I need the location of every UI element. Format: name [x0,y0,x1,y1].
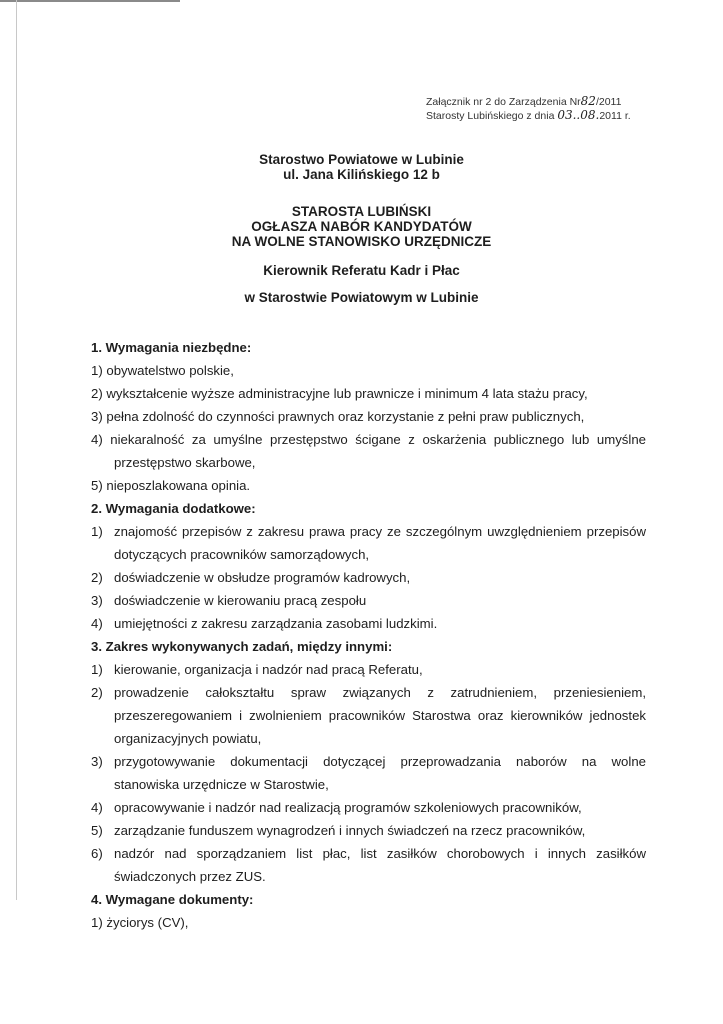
handwritten-date: 03..08. [557,108,600,122]
list-item-number [91,865,114,888]
list-item-number: 3) [91,754,103,769]
annex-line-1-text: Załącznik nr 2 do Zarządzenia Nr [426,96,581,108]
list-item-number: 4) [91,800,103,815]
document-body [91,336,646,934]
scan-edge-left [16,0,17,900]
list-item-text: stanowiska urzędnicze w Starostwie, [114,777,329,792]
list-item-number: 1) [91,524,103,539]
list-item-number: 3) [91,593,103,608]
list-item: 3) pełna zdolność do czynności prawnych oraz korzystanie z pełni praw publicznych, [91,409,585,424]
list-item [91,819,646,842]
list-item-number [91,543,114,566]
annex-line-1-year: /2011 [595,96,622,108]
list-item-continuation [91,704,646,727]
list-item [91,658,646,681]
list-item-text: nadzór nad sporządzaniem list płac, list zasiłków chorobowych i innych zasiłków [114,846,646,861]
list-item [91,750,646,773]
office-address: ul. Jana Kilińskiego 12 b [283,167,440,182]
list-item: 1) życiorys (CV), [91,915,189,930]
list-item: 1) obywatelstwo polskie, [91,363,234,378]
list-item-number: 2) [91,570,103,585]
list-item-number [91,773,114,796]
list-item-text: kierowanie, organizacja i nadzór nad pracą Referatu, [114,662,423,677]
annex-line-2-text: Starosty Lubińskiego z dnia [426,110,555,122]
list-item-continuation [91,865,646,888]
list-item [91,428,646,451]
position-title: Kierownik Referatu Kadr i Płac [263,263,460,278]
scan-edge-top [0,0,180,7]
list-item [91,566,646,589]
section-3-heading: 3. Zakres wykonywanych zadań, między innymi: [91,639,393,654]
list-item-text: prowadzenie całokształtu spraw związanych z zatrudnieniem, przeniesieniem, [114,685,646,700]
office-name: Starostwo Powiatowe w Lubinie [259,152,464,167]
section-1-heading: 1. Wymagania niezbędne: [91,340,252,355]
list-item-number: 4) [91,616,103,631]
list-item-text: doświadczenie w obsłudze programów kadrowych, [114,570,411,585]
list-item [91,612,646,635]
annex-line-2 [426,109,631,123]
list-item-number: 6) [91,846,103,861]
section-4-heading: 4. Wymagane dokumenty: [91,892,254,907]
list-item [91,842,646,865]
list-item-text: organizacyjnych powiatu, [114,731,262,746]
title-line-3: NA WOLNE STANOWISKO URZĘDNICZE [231,234,492,249]
list-item-text: znajomość przepisów z zakresu prawa pracy ze szczególnym uwzględnieniem przepisów [114,524,646,539]
list-item-text: przeszeregowaniem i zwolnieniem pracowników Starostwa oraz kierowników jednostek [114,708,646,723]
list-item-number [91,704,114,727]
list-item-continuation [91,773,646,796]
list-item [91,589,646,612]
list-item-continuation [91,543,646,566]
list-item-text: świadczonych przez ZUS. [114,869,266,884]
list-item-text: przygotowywanie dokumentacji dotyczącej przeprowadzania naborów na wolne [114,754,646,769]
list-item-text: doświadczenie w kierowaniu pracą zespołu [114,593,367,608]
annex-line-2-year: 2011 r. [599,110,631,122]
list-item [91,796,646,819]
list-item-number: 2) [91,685,103,700]
section-2-heading: 2. Wymagania dodatkowe: [91,501,256,516]
announcement-title [0,204,723,249]
list-item [91,520,646,543]
position-place: w Starostwie Powiatowym w Lubinie [244,290,479,305]
list-item-text: 4) niekaralność za umyślne przestępstwo ścigane z oskarżenia publicznego lub umyślne [91,432,646,447]
list-item-text: zarządzanie funduszem wynagrodzeń i innych świadczeń na rzecz pracowników, [114,823,586,838]
list-item-number [91,727,114,750]
list-item-text: umiejętności z zakresu zarządzania zasobami ludzkimi. [114,616,438,631]
list-item: 2) wykształcenie wyższe administracyjne lub prawnicze i minimum 4 lata stażu pracy, [91,386,588,401]
annex-line-1 [426,95,631,109]
list-item-number: 5) [91,823,103,838]
title-line-2: OGŁASZA NABÓR KANDYDATÓW [251,219,472,234]
list-item: 5) nieposzlakowana opinia. [91,478,251,493]
office-header [0,152,723,182]
handwritten-number: 82 [580,94,596,108]
list-item-text: dotyczących pracowników samorządowych, [114,547,370,562]
list-item-number: 1) [91,662,103,677]
list-item-continuation [91,727,646,750]
title-line-1: STAROSTA LUBIŃSKI [291,204,432,219]
list-item-text: opracowywanie i nadzór nad realizacją programów szkoleniowych pracowników, [114,800,582,815]
annex-note [426,95,631,123]
list-item [91,681,646,704]
list-item-continuation: przestępstwo skarbowe, [114,455,256,470]
